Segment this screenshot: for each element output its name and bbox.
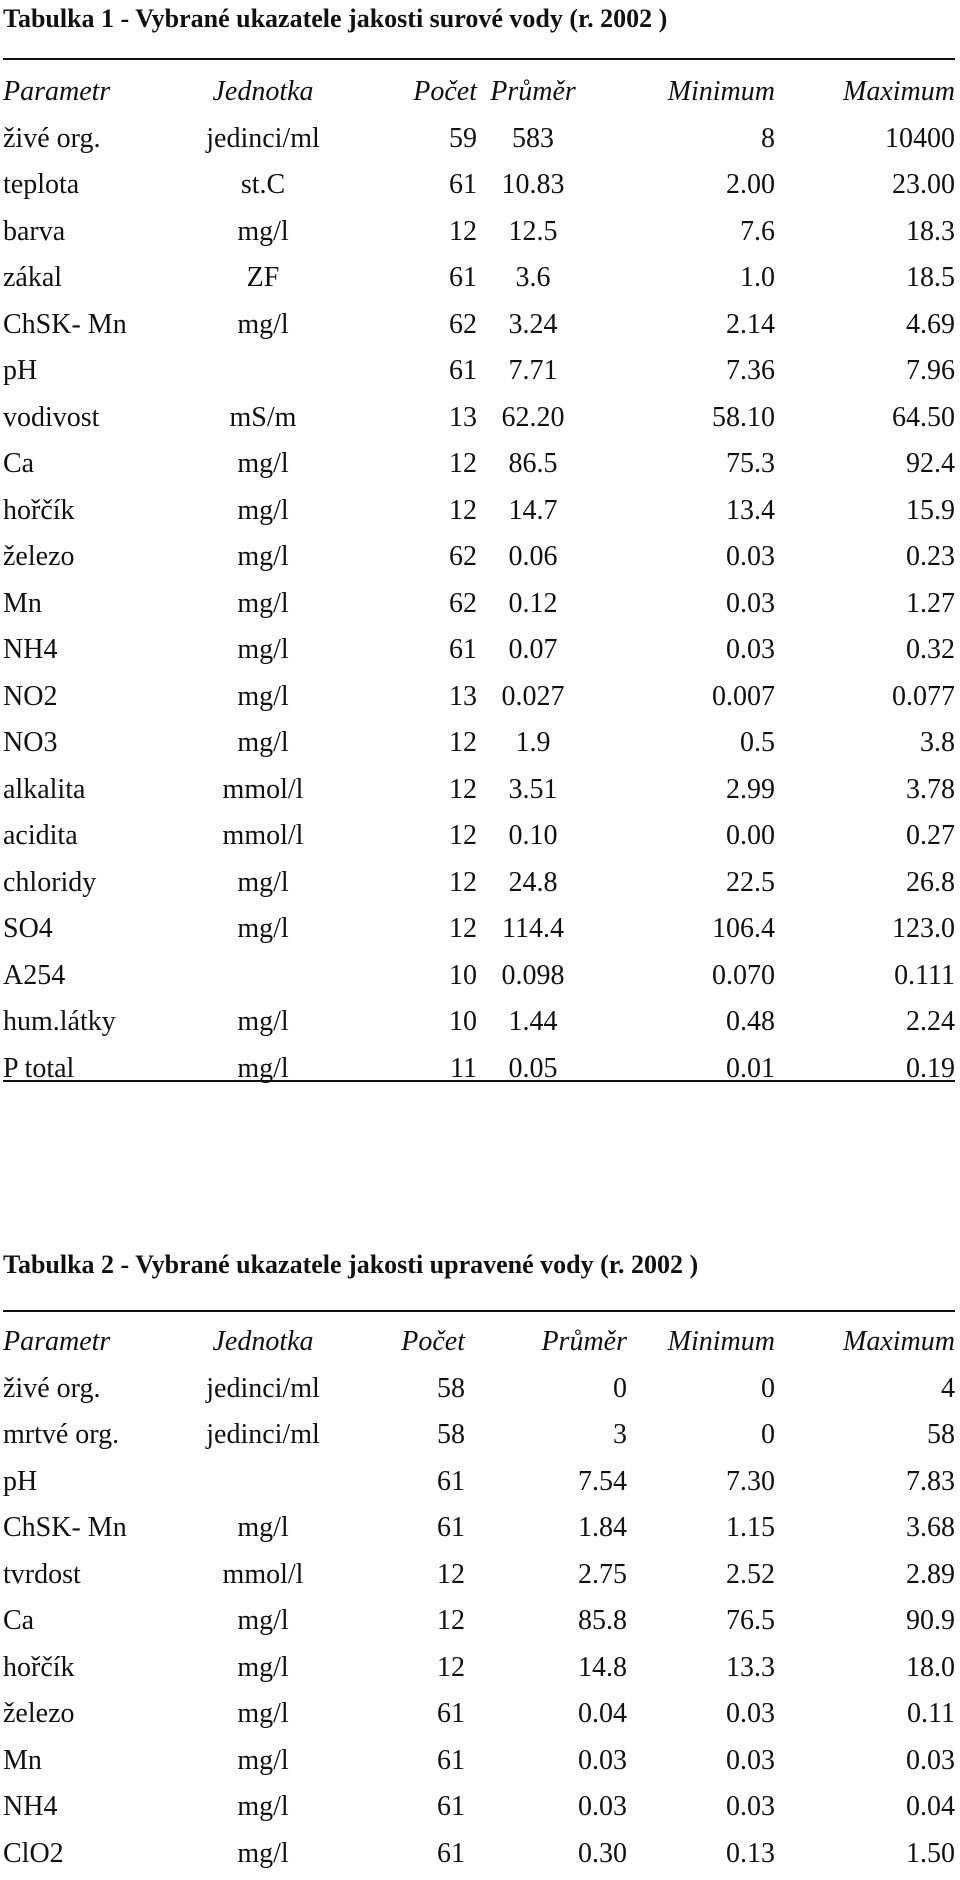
cell-maximum: 90.9 xyxy=(906,1601,955,1641)
table2 xyxy=(3,1322,955,1880)
cell-unit: mmol/l xyxy=(163,770,363,810)
table-row xyxy=(3,1694,955,1741)
header-row xyxy=(3,1322,955,1369)
cell-count: 10 xyxy=(449,1002,477,1042)
table-row xyxy=(3,119,955,166)
cell-parameter: A254 xyxy=(3,956,65,996)
cell-mean: 7.54 xyxy=(578,1462,627,1502)
cell-unit: mg/l xyxy=(163,723,363,763)
cell-minimum: 2.99 xyxy=(726,770,775,810)
cell-unit: mg/l xyxy=(163,491,363,531)
cell-count: 12 xyxy=(437,1555,465,1595)
cell-count: 12 xyxy=(449,444,477,484)
cell-count: 12 xyxy=(449,863,477,903)
table-row xyxy=(3,1787,955,1834)
cell-maximum: 3.68 xyxy=(906,1508,955,1548)
cell-mean: 14.8 xyxy=(578,1648,627,1688)
cell-minimum: 0.5 xyxy=(740,723,775,763)
cell-count: 12 xyxy=(449,723,477,763)
table-row xyxy=(3,305,955,352)
table-row xyxy=(3,1741,955,1788)
table-row xyxy=(3,351,955,398)
column-header-count: Počet xyxy=(401,1322,465,1362)
cell-count: 61 xyxy=(437,1462,465,1502)
column-header-mean: Průměr xyxy=(463,72,603,112)
cell-mean: 85.8 xyxy=(578,1601,627,1641)
cell-maximum: 18.0 xyxy=(906,1648,955,1688)
cell-mean: 114.4 xyxy=(463,909,603,949)
cell-minimum: 0.03 xyxy=(726,1787,775,1827)
table-row xyxy=(3,398,955,445)
table-row xyxy=(3,956,955,1003)
cell-parameter: Ca xyxy=(3,444,34,484)
table1 xyxy=(3,72,955,1095)
cell-minimum: 1.15 xyxy=(726,1508,775,1548)
cell-parameter: acidita xyxy=(3,816,78,856)
cell-mean: 24.8 xyxy=(463,863,603,903)
header-row xyxy=(3,72,955,119)
cell-maximum: 0.27 xyxy=(906,816,955,856)
cell-parameter: tvrdost xyxy=(3,1555,81,1595)
cell-mean: 0.04 xyxy=(578,1694,627,1734)
table-row xyxy=(3,584,955,631)
cell-count: 61 xyxy=(449,630,477,670)
cell-count: 61 xyxy=(437,1741,465,1781)
cell-mean: 3 xyxy=(613,1415,627,1455)
cell-maximum: 0.077 xyxy=(892,677,955,717)
cell-count: 12 xyxy=(449,816,477,856)
column-header-parameter: Parametr xyxy=(3,72,110,112)
cell-parameter: železo xyxy=(3,1694,75,1734)
cell-minimum: 0.03 xyxy=(726,630,775,670)
cell-maximum: 64.50 xyxy=(892,398,955,438)
cell-minimum: 22.5 xyxy=(726,863,775,903)
cell-unit: mmol/l xyxy=(163,816,363,856)
cell-mean: 0.05 xyxy=(463,1049,603,1089)
table-row xyxy=(3,1002,955,1049)
column-header-maximum: Maximum xyxy=(843,72,955,112)
cell-parameter: vodivost xyxy=(3,398,99,438)
cell-maximum: 0.19 xyxy=(906,1049,955,1089)
cell-parameter: hum.látky xyxy=(3,1002,116,1042)
cell-unit: mg/l xyxy=(163,630,363,670)
cell-count: 13 xyxy=(449,398,477,438)
table-row xyxy=(3,770,955,817)
cell-unit: mg/l xyxy=(163,584,363,624)
cell-parameter: teplota xyxy=(3,165,79,205)
cell-parameter: ChSK- Mn xyxy=(3,305,127,345)
cell-minimum: 76.5 xyxy=(726,1601,775,1641)
cell-parameter: NH4 xyxy=(3,1787,57,1827)
cell-maximum: 4.69 xyxy=(906,305,955,345)
cell-unit: mS/m xyxy=(163,398,363,438)
cell-minimum: 0.03 xyxy=(726,1741,775,1781)
table-row xyxy=(3,863,955,910)
cell-count: 12 xyxy=(437,1648,465,1688)
cell-unit: mg/l xyxy=(163,863,363,903)
cell-minimum: 0.070 xyxy=(712,956,775,996)
table1-bottom-rule xyxy=(3,1080,955,1082)
cell-maximum: 92.4 xyxy=(906,444,955,484)
cell-mean: 0.03 xyxy=(578,1741,627,1781)
cell-maximum: 2.89 xyxy=(906,1555,955,1595)
cell-minimum: 0 xyxy=(761,1369,775,1409)
cell-parameter: pH xyxy=(3,1462,37,1502)
cell-mean: 62.20 xyxy=(463,398,603,438)
cell-minimum: 2.14 xyxy=(726,305,775,345)
column-header-minimum: Minimum xyxy=(668,1322,775,1362)
table-row xyxy=(3,491,955,538)
cell-maximum: 0.04 xyxy=(906,1787,955,1827)
column-header-maximum: Maximum xyxy=(843,1322,955,1362)
cell-count: 62 xyxy=(449,537,477,577)
cell-mean: 583 xyxy=(463,119,603,159)
cell-count: 61 xyxy=(437,1508,465,1548)
column-header-unit: Jednotka xyxy=(163,1322,363,1362)
cell-unit: mg/l xyxy=(163,1787,363,1827)
cell-unit: jedinci/ml xyxy=(163,1415,363,1455)
table-row xyxy=(3,909,955,956)
cell-mean: 0.098 xyxy=(463,956,603,996)
cell-unit: mg/l xyxy=(163,1508,363,1548)
cell-unit: mg/l xyxy=(163,1648,363,1688)
table-row xyxy=(3,165,955,212)
cell-minimum: 0.01 xyxy=(726,1049,775,1089)
table-row xyxy=(3,1049,955,1096)
cell-minimum: 0.13 xyxy=(726,1834,775,1874)
cell-unit: mg/l xyxy=(163,1694,363,1734)
cell-maximum: 3.8 xyxy=(920,723,955,763)
cell-minimum: 0.03 xyxy=(726,537,775,577)
cell-maximum: 1.50 xyxy=(906,1834,955,1874)
table-row xyxy=(3,630,955,677)
cell-minimum: 13.3 xyxy=(726,1648,775,1688)
cell-unit: mg/l xyxy=(163,537,363,577)
cell-minimum: 0.03 xyxy=(726,1694,775,1734)
cell-count: 61 xyxy=(449,351,477,391)
table2-top-rule xyxy=(3,1310,955,1312)
cell-count: 61 xyxy=(437,1787,465,1827)
cell-count: 12 xyxy=(449,491,477,531)
cell-minimum: 106.4 xyxy=(712,909,775,949)
cell-minimum: 0 xyxy=(761,1415,775,1455)
cell-mean: 7.71 xyxy=(463,351,603,391)
table1-title: Tabulka 1 - Vybrané ukazatele jakosti surové vody (r. 2002 ) xyxy=(3,4,667,34)
cell-count: 61 xyxy=(437,1694,465,1734)
cell-count: 61 xyxy=(437,1834,465,1874)
cell-parameter: SO4 xyxy=(3,909,53,949)
table1-top-rule xyxy=(3,58,955,60)
cell-minimum: 8 xyxy=(761,119,775,159)
cell-minimum: 0.007 xyxy=(712,677,775,717)
table-row xyxy=(3,723,955,770)
cell-maximum: 26.8 xyxy=(906,863,955,903)
cell-unit: mg/l xyxy=(163,1834,363,1874)
cell-count: 12 xyxy=(449,770,477,810)
cell-mean: 0.12 xyxy=(463,584,603,624)
cell-mean: 0.10 xyxy=(463,816,603,856)
cell-maximum: 15.9 xyxy=(906,491,955,531)
cell-minimum: 0.00 xyxy=(726,816,775,856)
cell-parameter: Ca xyxy=(3,1601,34,1641)
cell-unit: mg/l xyxy=(163,677,363,717)
cell-parameter: ClO2 xyxy=(3,1834,64,1874)
cell-unit: mg/l xyxy=(163,212,363,252)
cell-mean: 1.44 xyxy=(463,1002,603,1042)
cell-mean: 0.30 xyxy=(578,1834,627,1874)
cell-parameter: hořčík xyxy=(3,491,75,531)
table-row xyxy=(3,1415,955,1462)
cell-unit: mg/l xyxy=(163,909,363,949)
cell-unit: ZF xyxy=(163,258,363,298)
cell-minimum: 2.00 xyxy=(726,165,775,205)
cell-unit: mg/l xyxy=(163,444,363,484)
cell-parameter: pH xyxy=(3,351,37,391)
cell-parameter: Mn xyxy=(3,584,42,624)
cell-minimum: 1.0 xyxy=(740,258,775,298)
cell-parameter: NO2 xyxy=(3,677,57,717)
cell-maximum: 0.111 xyxy=(894,956,955,996)
cell-unit: mg/l xyxy=(163,1002,363,1042)
cell-parameter: Mn xyxy=(3,1741,42,1781)
cell-maximum: 0.11 xyxy=(907,1694,955,1734)
cell-mean: 3.24 xyxy=(463,305,603,345)
cell-minimum: 7.6 xyxy=(740,212,775,252)
cell-parameter: živé org. xyxy=(3,1369,100,1409)
cell-maximum: 3.78 xyxy=(906,770,955,810)
cell-mean: 86.5 xyxy=(463,444,603,484)
table-row xyxy=(3,816,955,863)
cell-count: 61 xyxy=(449,258,477,298)
cell-maximum: 7.83 xyxy=(906,1462,955,1502)
cell-unit: mg/l xyxy=(163,1601,363,1641)
cell-parameter: železo xyxy=(3,537,75,577)
cell-count: 58 xyxy=(437,1415,465,1455)
cell-maximum: 2.24 xyxy=(906,1002,955,1042)
cell-minimum: 2.52 xyxy=(726,1555,775,1595)
cell-count: 12 xyxy=(449,212,477,252)
column-header-parameter: Parametr xyxy=(3,1322,110,1362)
table-row xyxy=(3,1601,955,1648)
cell-unit: mg/l xyxy=(163,305,363,345)
cell-count: 62 xyxy=(449,305,477,345)
cell-parameter: chloridy xyxy=(3,863,96,903)
cell-maximum: 0.03 xyxy=(906,1741,955,1781)
cell-minimum: 7.30 xyxy=(726,1462,775,1502)
cell-count: 12 xyxy=(449,909,477,949)
table-row xyxy=(3,537,955,584)
cell-count: 12 xyxy=(437,1601,465,1641)
table-row xyxy=(3,212,955,259)
cell-minimum: 0.48 xyxy=(726,1002,775,1042)
table-row xyxy=(3,1462,955,1509)
cell-count: 59 xyxy=(449,119,477,159)
cell-mean: 0.027 xyxy=(463,677,603,717)
cell-count: 10 xyxy=(449,956,477,996)
cell-maximum: 18.5 xyxy=(906,258,955,298)
cell-count: 58 xyxy=(437,1369,465,1409)
cell-maximum: 18.3 xyxy=(906,212,955,252)
table-row xyxy=(3,1648,955,1695)
cell-count: 61 xyxy=(449,165,477,205)
cell-mean: 10.83 xyxy=(463,165,603,205)
cell-maximum: 0.23 xyxy=(906,537,955,577)
cell-maximum: 123.0 xyxy=(892,909,955,949)
cell-maximum: 0.32 xyxy=(906,630,955,670)
cell-minimum: 58.10 xyxy=(712,398,775,438)
cell-mean: 0 xyxy=(613,1369,627,1409)
cell-parameter: P total xyxy=(3,1049,74,1089)
cell-unit: jedinci/ml xyxy=(163,1369,363,1409)
cell-maximum: 7.96 xyxy=(906,351,955,391)
cell-maximum: 1.27 xyxy=(906,584,955,624)
cell-parameter: NO3 xyxy=(3,723,57,763)
table-row xyxy=(3,677,955,724)
cell-mean: 3.51 xyxy=(463,770,603,810)
cell-mean: 0.03 xyxy=(578,1787,627,1827)
cell-maximum: 4 xyxy=(941,1369,955,1409)
cell-maximum: 10400 xyxy=(885,119,955,159)
cell-unit: mmol/l xyxy=(163,1555,363,1595)
cell-mean: 12.5 xyxy=(463,212,603,252)
column-header-minimum: Minimum xyxy=(668,72,775,112)
column-header-count: Počet xyxy=(413,72,477,112)
table-row xyxy=(3,1369,955,1416)
cell-minimum: 0.03 xyxy=(726,584,775,624)
cell-unit: st.C xyxy=(163,165,363,205)
cell-parameter: ChSK- Mn xyxy=(3,1508,127,1548)
column-header-mean: Průměr xyxy=(541,1322,627,1362)
cell-parameter: hořčík xyxy=(3,1648,75,1688)
column-header-unit: Jednotka xyxy=(163,72,363,112)
cell-parameter: alkalita xyxy=(3,770,85,810)
table2-title: Tabulka 2 - Vybrané ukazatele jakosti upravené vody (r. 2002 ) xyxy=(3,1250,698,1280)
table-row xyxy=(3,1555,955,1602)
cell-parameter: NH4 xyxy=(3,630,57,670)
cell-mean: 0.06 xyxy=(463,537,603,577)
cell-parameter: živé org. xyxy=(3,119,100,159)
cell-mean: 3.6 xyxy=(463,258,603,298)
cell-unit: jedinci/ml xyxy=(163,119,363,159)
cell-minimum: 7.36 xyxy=(726,351,775,391)
cell-minimum: 75.3 xyxy=(726,444,775,484)
table-row xyxy=(3,444,955,491)
cell-minimum: 13.4 xyxy=(726,491,775,531)
cell-maximum: 23.00 xyxy=(892,165,955,205)
cell-mean: 14.7 xyxy=(463,491,603,531)
cell-mean: 1.9 xyxy=(463,723,603,763)
cell-maximum: 58 xyxy=(927,1415,955,1455)
cell-mean: 2.75 xyxy=(578,1555,627,1595)
cell-mean: 1.84 xyxy=(578,1508,627,1548)
table-row xyxy=(3,1834,955,1880)
table-row xyxy=(3,258,955,305)
cell-parameter: mrtvé org. xyxy=(3,1415,119,1455)
cell-parameter: zákal xyxy=(3,258,62,298)
cell-count: 13 xyxy=(449,677,477,717)
cell-parameter: barva xyxy=(3,212,65,252)
cell-unit: mg/l xyxy=(163,1741,363,1781)
cell-count: 11 xyxy=(450,1049,477,1089)
cell-count: 62 xyxy=(449,584,477,624)
cell-mean: 0.07 xyxy=(463,630,603,670)
cell-unit: mg/l xyxy=(163,1049,363,1089)
table-row xyxy=(3,1508,955,1555)
